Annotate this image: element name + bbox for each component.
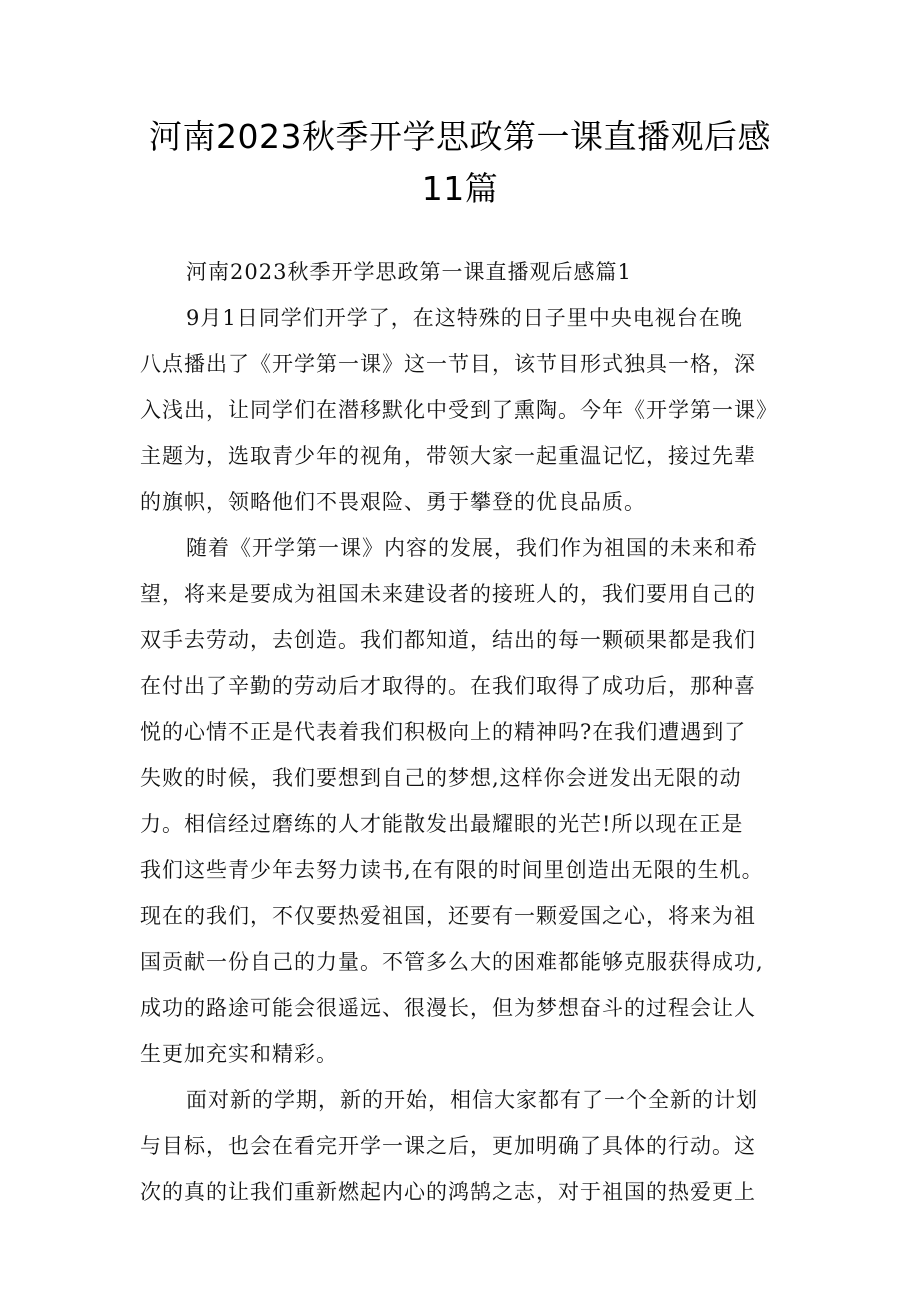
paragraph-line: 随着《开学第一课》内容的发展，我们作为祖国的未来和希 — [186, 536, 758, 560]
paragraph-line: 在付出了辛勤的劳动后才取得的。在我们取得了成功后，那种喜 — [140, 674, 756, 698]
paragraph-line: 面对新的学期，新的开始，相信大家都有了一个全新的计划 — [186, 1088, 758, 1112]
paragraph-line: 生更加充实和精彩。 — [140, 1042, 338, 1066]
paragraph-line: 与目标，也会在看完开学一课之后，更加明确了具体的行动。这 — [140, 1134, 756, 1158]
paragraph-line: 八点播出了《开学第一课》这一节目，该节目形式独具一格，深 — [140, 352, 756, 376]
paragraph-line: 悦的心情不正是代表着我们积极向上的精神吗?在我们遭遇到了 — [140, 720, 747, 744]
paragraph-line: 失败的时候，我们要想到自己的梦想,这样你会迸发出无限的动 — [140, 766, 742, 790]
section-heading: 河南2023秋季开学思政第一课直播观后感篇1 — [186, 260, 632, 284]
paragraph-line: 我们这些青少年去努力读书,在有限的时间里创造出无限的生机。 — [140, 858, 764, 882]
paragraph-line: 主题为，选取青少年的视角，带领大家一起重温记忆，接过先辈 — [140, 444, 756, 468]
paragraph-line: 国贡献一份自己的力量。不管多么大的困难都能够克服获得成功, — [140, 950, 764, 974]
document-title-line-2: 11篇 — [421, 169, 499, 208]
paragraph-line: 力。相信经过磨练的人才能散发出最耀眼的光芒!所以现在正是 — [140, 812, 744, 836]
paragraph-line: 9月1日同学们开学了，在这特殊的日子里中央电视台在晚 — [186, 306, 743, 330]
document-title-line-1: 河南2023秋季开学思政第一课直播观后感 — [149, 117, 771, 156]
paragraph-line: 成功的路途可能会很遥远、很漫长，但为梦想奋斗的过程会让人 — [140, 996, 756, 1020]
paragraph-line: 现在的我们，不仅要热爱祖国，还要有一颗爱国之心，将来为祖 — [140, 904, 756, 928]
paragraph-line: 双手去劳动，去创造。我们都知道，结出的每一颗硕果都是我们 — [140, 628, 756, 652]
paragraph-line: 入浅出，让同学们在潜移默化中受到了熏陶。今年《开学第一课》 — [140, 398, 778, 422]
paragraph-line: 次的真的让我们重新燃起内心的鸿鹄之志，对于祖国的热爱更上 — [140, 1180, 756, 1204]
paragraph-line: 望，将来是要成为祖国未来建设者的接班人的，我们要用自己的 — [140, 582, 756, 606]
paragraph-line: 的旗帜，领略他们不畏艰险、勇于攀登的优良品质。 — [140, 490, 646, 514]
